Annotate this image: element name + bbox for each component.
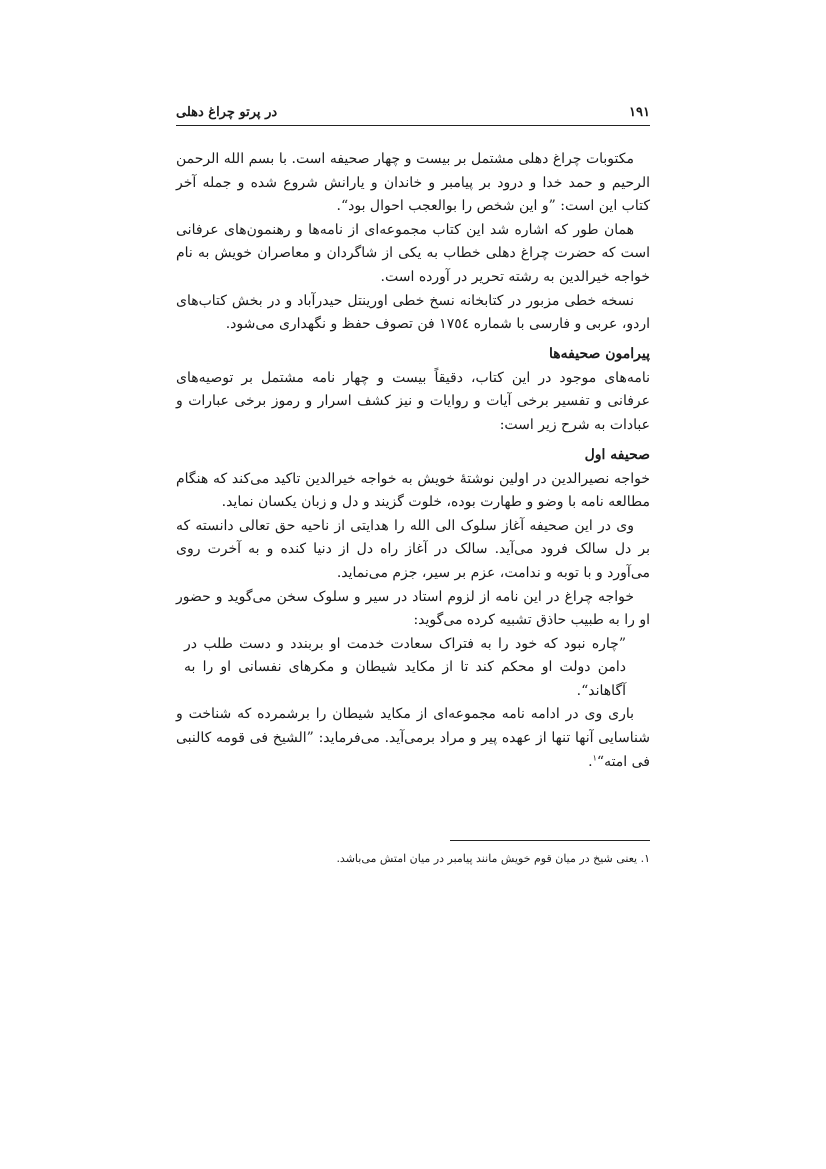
running-header [176, 100, 650, 124]
paragraph-first-letter: خواجه نصیرالدین در اولین نوشتهٔ خویش به خواجه خیرالدین تاکید می‌کند که هنگام مطالعه نامه با وضو و طهارت بوده، خلوت گزیند و دل و زبان یکسان نماید. [176, 470, 650, 511]
footnote-marker[interactable]: ١ [592, 753, 597, 762]
section-heading-letters: پیرامون صحیفه‌ها [548, 345, 650, 362]
running-title: در پرتو چراغ دهلی [176, 104, 278, 120]
paragraph-satan-end: . [588, 753, 593, 770]
section-heading-first-letter: صحیفه اول [584, 446, 650, 463]
footnote: ١. یعنی شیخ در میان قوم خویش مانند پیامبر در میان امتش می‌باشد. [336, 852, 650, 865]
footnote-divider [450, 840, 650, 841]
paragraph-collection: همان طور که اشاره شد این کتاب مجموعه‌ای از نامه‌ها و رهنمون‌های عرفانی است که حضرت چراغ دهلی خطاب به یکی از شاگردان و معاصران خویش به نام خواجه خیرالدین به رشته تحریر در آورده است. [176, 221, 650, 285]
paragraph-satan [176, 703, 650, 774]
paragraph-master: خواجه چراغ در این نامه از لزوم استاد در سیر و سلوک سخن می‌گوید و حضور او را به طبیب حاذق تشبیه کرده می‌گوید: [176, 588, 650, 629]
paragraph-manuscript: نسخه خطی مزبور در کتابخانه نسخ خطی اورینتل حیدرآباد و در بخش کتاب‌های اردو، عربی و فارسی با شماره ١٧٥٤ فن تصوف حفظ و نگهداری می‌شود. [176, 292, 650, 333]
paragraph-satan-text: باری وی در ادامه نامه مجموعه‌ای از مکاید شیطان را برشمرده که شناخت و شناسایی آنها تنها از عهده پیر و مراد برمی‌آید. می‌فرماید: ”الشیخ فی قومه کالنبی فی امته“ [176, 706, 650, 770]
header-divider [176, 125, 650, 126]
page-number: ١٩١ [629, 104, 650, 120]
paragraph-sulook: وی در این صحیفه آغاز سلوک الی الله را هدایتی از ناحیه حق تعالی دانسته که بر دل سالک فرود می‌آید. سالک در آغاز راه دل از دنیا کنده و به آخرت روی می‌آورد و با توبه و ندامت، عزم بر سیر، جزم می‌نماید. [176, 517, 650, 581]
paragraph-intro: مکتوبات چراغ دهلی مشتمل بر بیست و چهار صحیفه است. با بسم الله الرحمن الرحیم و حمد خدا و درود بر پیامبر و خاندان و یارانش شروع شده و جمله آخر کتاب این است: ”و این شخص را بوالعجب احوال بود“. [176, 151, 650, 215]
main-text [176, 148, 650, 774]
block-quote: ”چاره نبود که خود را به فتراک سعادت خدمت او بربندد و دست طلب در دامن دولت او محکم کند تا از مکاید شیطان و مکرهای نفسانی او را به آگاهاند“. [184, 635, 626, 699]
paragraph-letters-overview: نامه‌های موجود در این کتاب، دقیقاً بیست و چهار نامه مشتمل بر توصیه‌های عرفانی و تفسیر برخی آیات و روایات و نیز کشف اسرار و رموز برخی عبارات و عبادات به شرح زیر است: [176, 369, 650, 433]
